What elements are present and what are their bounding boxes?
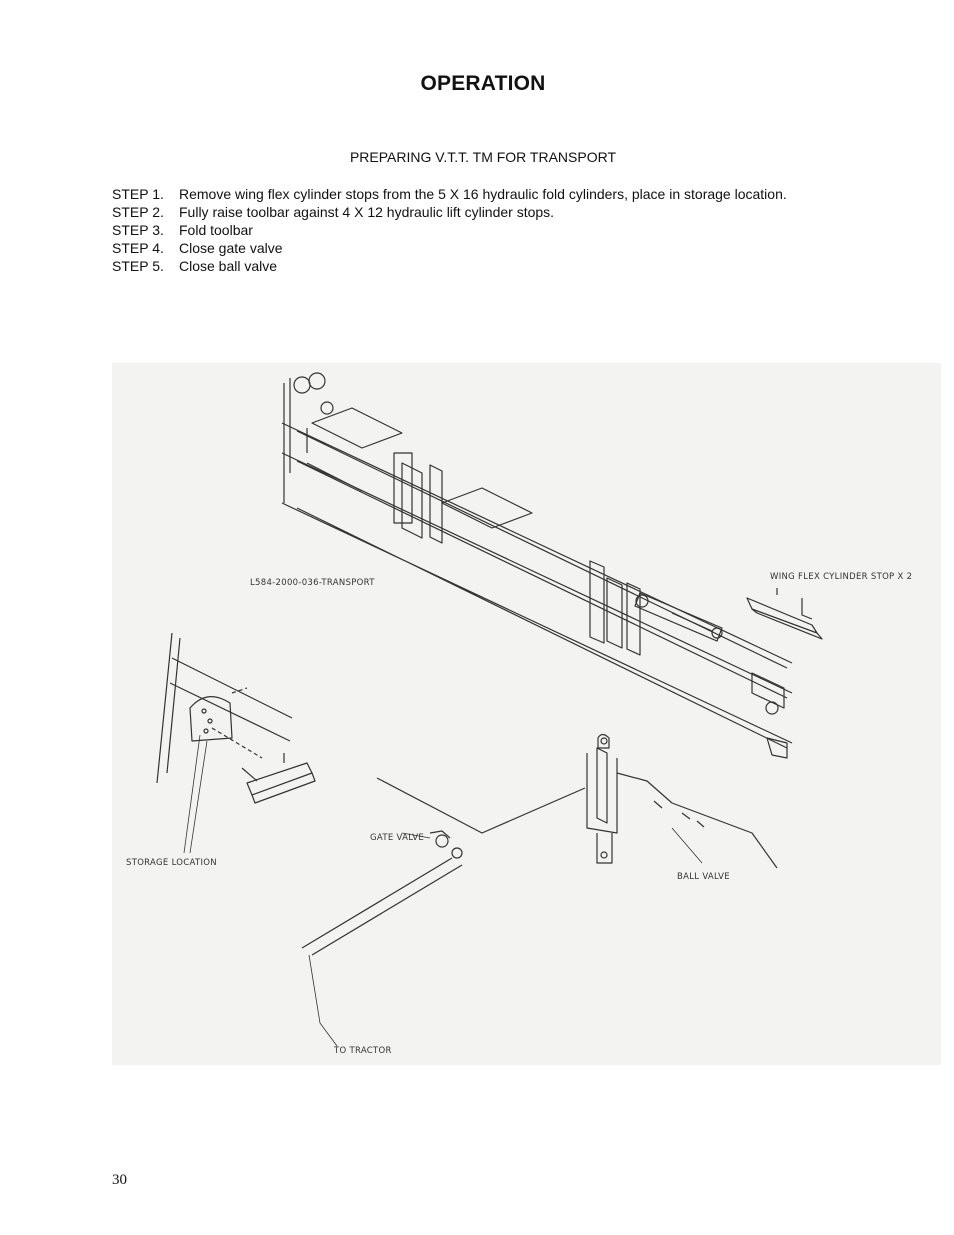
page-title: OPERATION <box>420 72 546 95</box>
leader-lines <box>184 735 702 1046</box>
section-subtitle: PREPARING V.T.T. TM FOR TRANSPORT <box>349 149 617 165</box>
step-number: STEP 4. <box>112 240 164 256</box>
to-tractor-label: TO TRACTOR <box>334 1046 392 1056</box>
page-number: 30 <box>112 1172 127 1188</box>
step-number: STEP 3. <box>112 222 164 238</box>
diagram-drawing <box>112 363 941 1065</box>
ball-valve-label: BALL VALVE <box>677 872 730 882</box>
step-text: Close ball valve <box>179 258 278 274</box>
wing-flex-stop-label: WING FLEX CYLINDER STOP X 2 <box>770 572 913 582</box>
storage-location-label: STORAGE LOCATION <box>126 858 217 868</box>
steps-list <box>112 185 912 275</box>
step-2 <box>112 203 912 221</box>
step-number: STEP 2. <box>112 204 164 220</box>
step-1 <box>112 185 912 203</box>
step-number: STEP 5. <box>112 258 164 274</box>
step-text: Fold toolbar <box>179 222 253 238</box>
wing-flex-stop-part <box>747 588 822 639</box>
step-text: Remove wing flex cylinder stops from the 5 X 16 hydraulic fold cylinders, place in storage location. <box>179 186 787 202</box>
hydraulic-lines <box>302 773 777 955</box>
lift-cylinder <box>587 735 617 864</box>
step-4 <box>112 239 912 257</box>
storage-bracket <box>157 633 315 803</box>
toolbar-frame <box>282 373 792 758</box>
step-text: Close gate valve <box>179 240 283 256</box>
step-text: Fully raise toolbar against 4 X 12 hydraulic lift cylinder stops. <box>179 204 555 220</box>
step-3 <box>112 221 912 239</box>
step-5 <box>112 257 912 275</box>
gate-valve-label: GATE VALVE <box>370 833 425 843</box>
drawing-id-label: L584-2000-036-TRANSPORT <box>250 578 375 588</box>
transport-diagram <box>112 363 941 1065</box>
step-number: STEP 1. <box>112 186 164 202</box>
